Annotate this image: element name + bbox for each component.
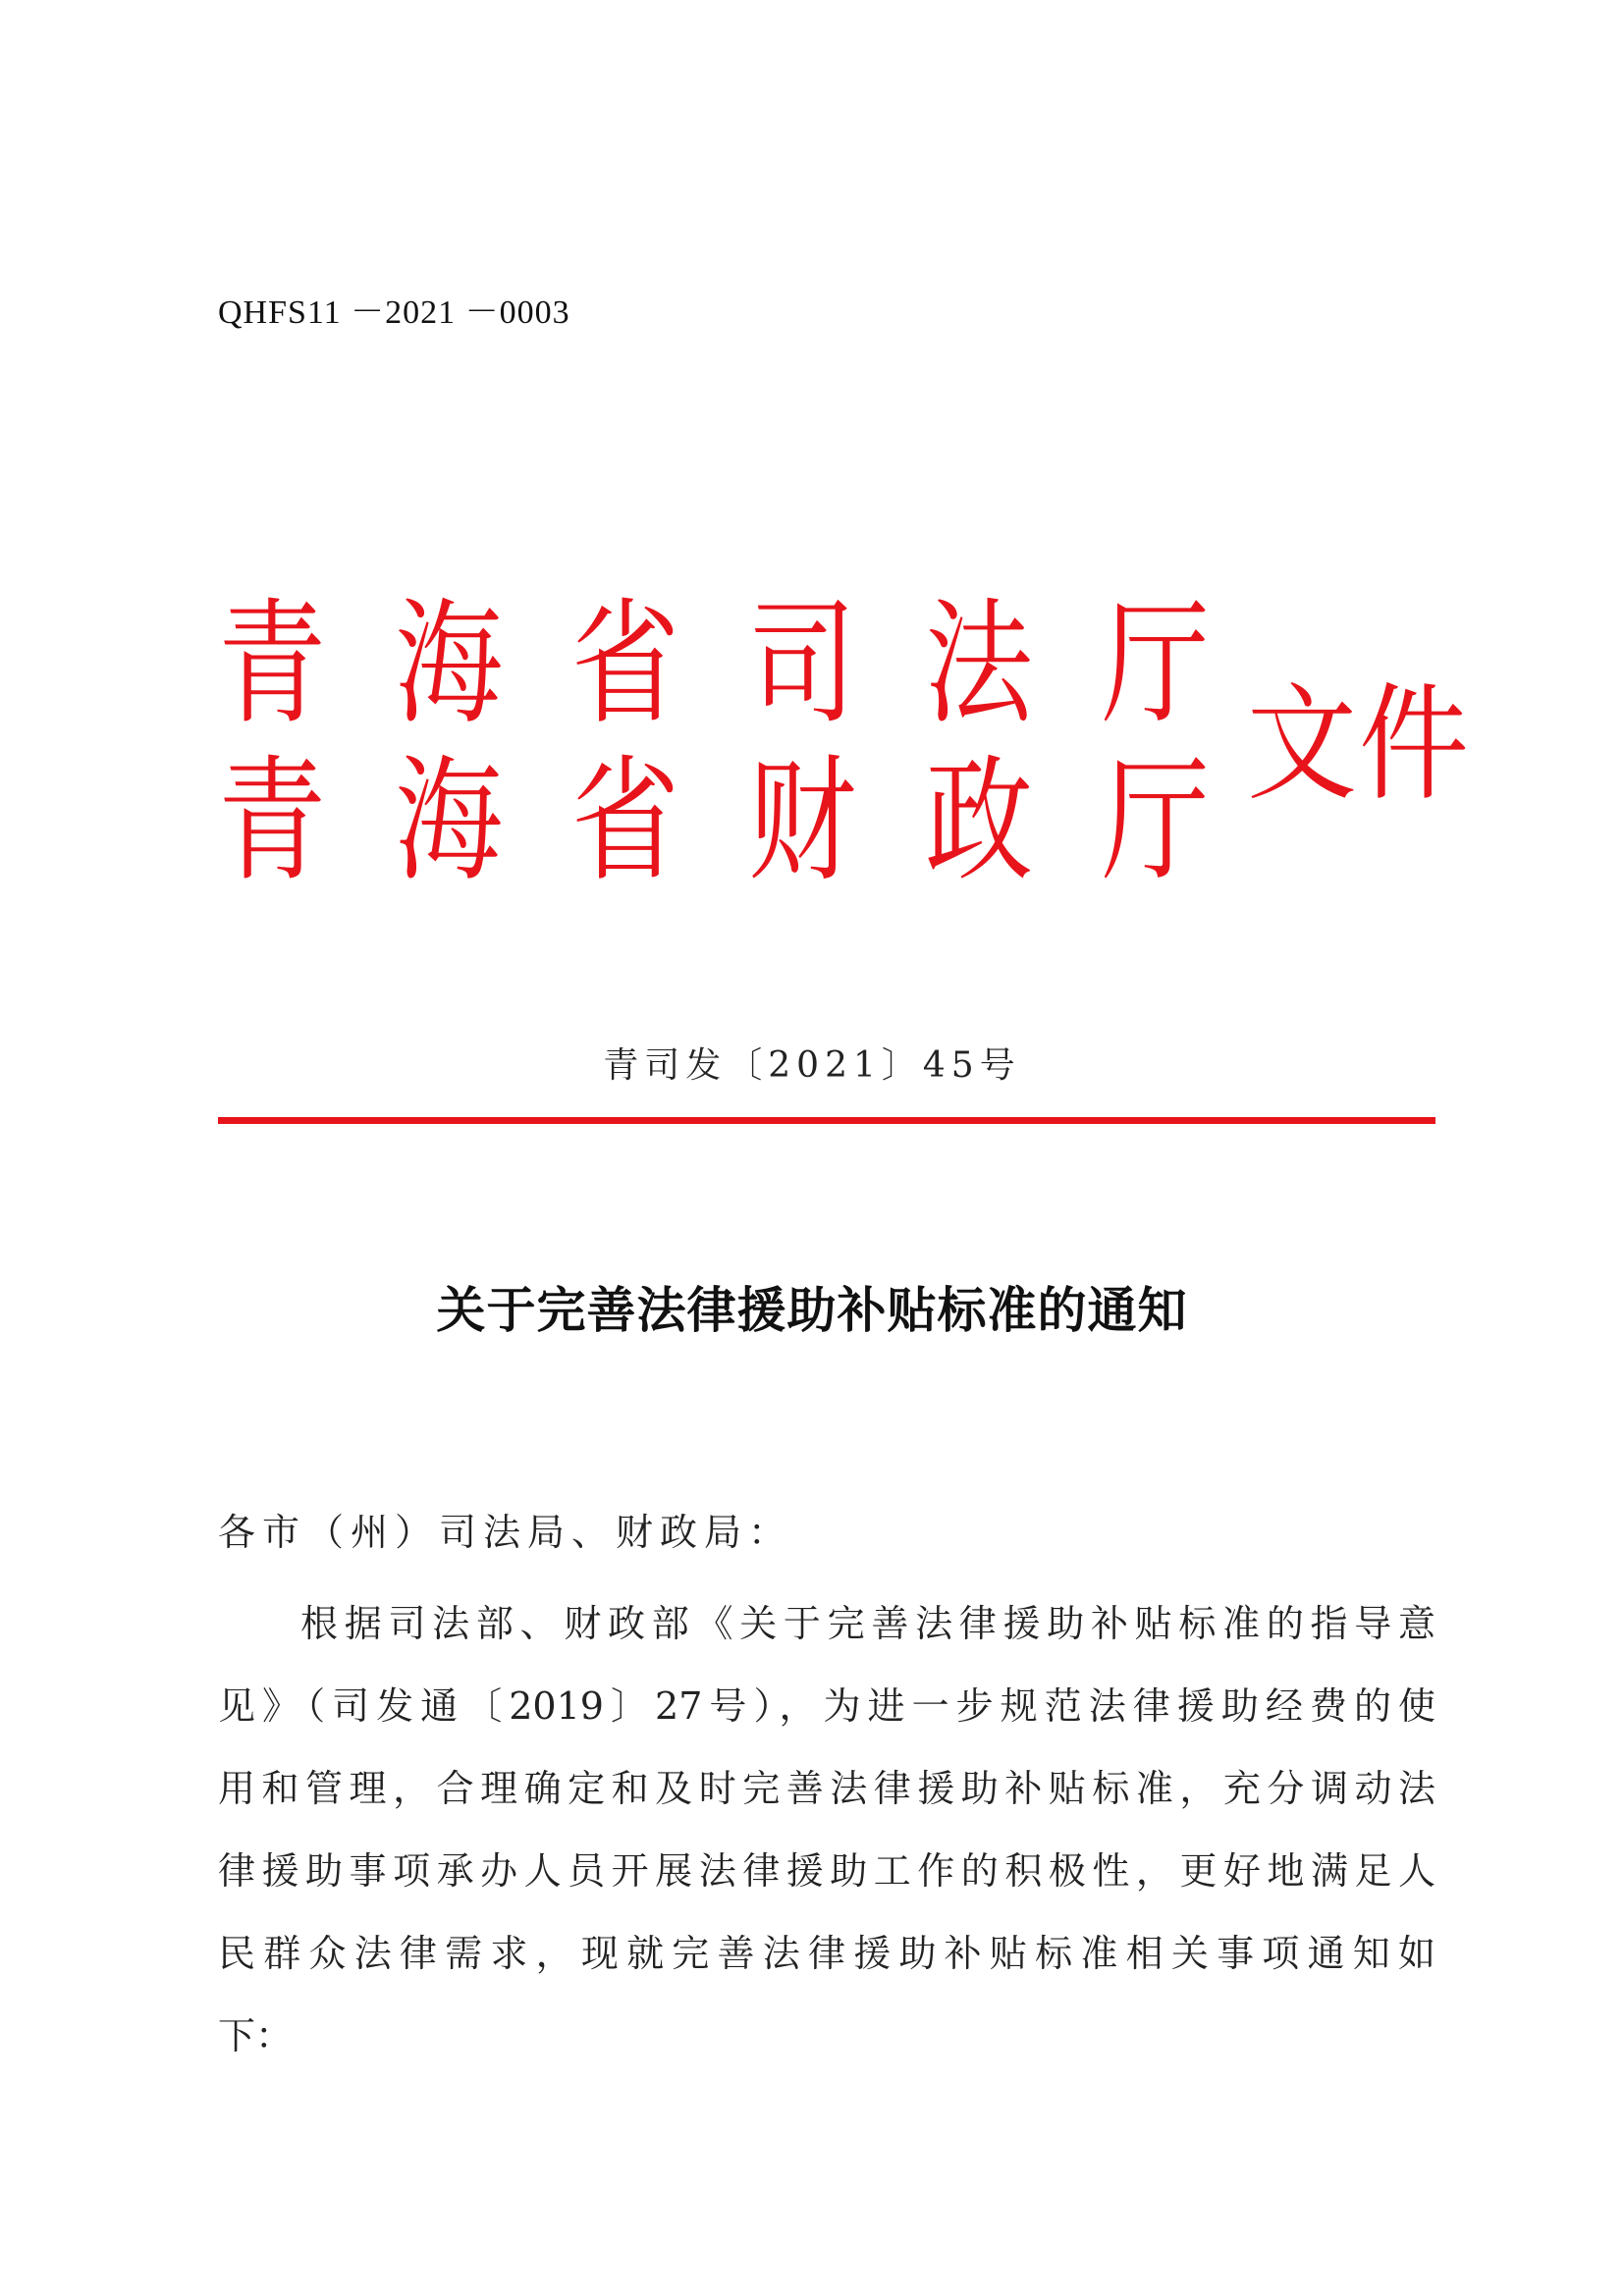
masthead-char: 海 (395, 585, 503, 743)
masthead (218, 584, 1471, 900)
body-line: 下： (218, 2014, 294, 2057)
masthead-char: 省 (571, 585, 679, 743)
document-code: QHFS11 －2021 －0003 (218, 294, 570, 331)
masthead-char: 政 (925, 742, 1033, 900)
document-title: 关于完善法律援助补贴标准的通知 (436, 1282, 1188, 1339)
body-line: 民群众法律需求，现就完善法律援助补贴标准相关事项通知如 (218, 1932, 1435, 1975)
document-number: 青司发〔2021〕45号 (603, 1045, 1021, 1086)
masthead-char: 财 (748, 742, 856, 900)
masthead-suffix: 文件 (1247, 671, 1471, 819)
masthead-char: 司 (748, 585, 856, 743)
masthead-char: 厅 (1102, 585, 1210, 743)
masthead-char: 青 (218, 742, 326, 900)
masthead-char: 省 (571, 742, 679, 900)
masthead-row-2 (218, 741, 1210, 901)
body-line: 律援助事项承办人员开展法律援助工作的积极性，更好地满足人 (218, 1849, 1435, 1893)
masthead-char: 厅 (1102, 742, 1210, 900)
body-line: 用和管理，合理确定和及时完善法律援助补贴标准，充分调动法 (218, 1767, 1435, 1810)
masthead-char: 青 (218, 585, 326, 743)
body-line: 见》（司发通〔2019〕27号），为进一步规范法律援助经费的使 (218, 1684, 1435, 1728)
red-divider-line (218, 1117, 1435, 1124)
masthead-char: 法 (925, 585, 1033, 743)
masthead-char: 海 (395, 742, 503, 900)
masthead-row-1 (218, 584, 1210, 744)
recipient-line: 各市（州）司法局、财政局： (218, 1511, 793, 1554)
body-line: 根据司法部、财政部《关于完善法律援助补贴标准的指导意 (300, 1602, 1435, 1645)
body-paragraph (218, 1582, 1435, 2077)
